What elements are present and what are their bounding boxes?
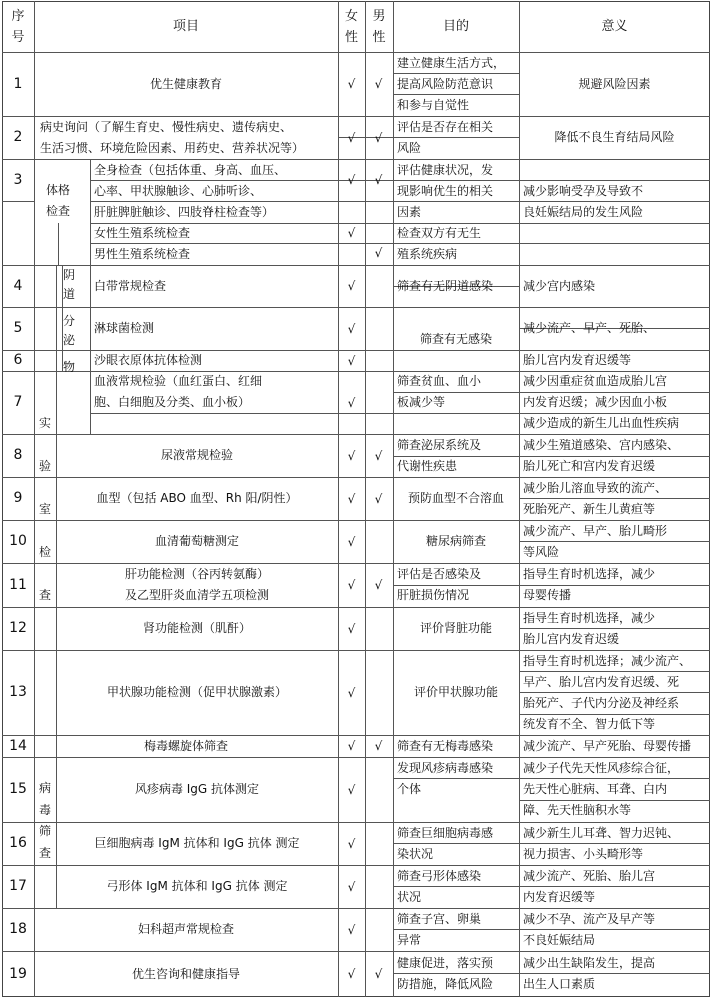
male-check: √: [374, 130, 383, 145]
row-number: 19: [9, 965, 27, 982]
item-text: 血清葡萄糖测定: [154, 534, 239, 548]
purpose-text: 殖系统疾病: [397, 247, 458, 261]
item-text: 及乙型肝炎血清学五项检测: [124, 588, 269, 602]
header-item: 项目: [172, 19, 199, 34]
purpose-text: 代谢性疾患: [397, 458, 458, 473]
meaning-text: 死胎死产、新生儿黄疸等: [523, 501, 656, 516]
purpose-text: 筛查泌尿系统及: [397, 437, 482, 452]
purpose-text: 防措施，降低风险: [397, 977, 494, 991]
row-number: 15: [9, 781, 27, 797]
female-check: √: [347, 491, 356, 506]
header-purpose: 目的: [442, 19, 469, 34]
female-check: √: [347, 836, 356, 851]
purpose-text: 建立健康生活方式，: [397, 55, 506, 70]
group-lab-char: 实: [38, 416, 51, 430]
meaning-text: 减少生殖道感染、宫内感染、: [523, 437, 680, 452]
row-number: 4: [13, 277, 23, 294]
meaning-text: 减少影响受孕及导致不: [523, 183, 644, 198]
header-female: 女 性: [344, 8, 358, 45]
meaning-text: 障、先天性脑积水等: [523, 803, 632, 817]
purpose-text: 糖尿病筛查: [425, 534, 486, 548]
group-vaginal-char: 物: [62, 360, 75, 374]
male-check: √: [374, 967, 383, 981]
meaning-text: 等风险: [523, 544, 560, 559]
purpose-text: 染状况: [397, 846, 434, 861]
item-text: 优生健康教育: [149, 76, 222, 91]
group-vaginal-char: 泌: [62, 333, 75, 347]
purpose-text: 发现风疹病毒感染: [397, 760, 494, 775]
female-check: √: [347, 226, 356, 240]
item-text: 生活习惯、环境危险因素、用药史、营养状况等）: [40, 140, 305, 155]
male-check: √: [374, 173, 383, 187]
meaning-text: 减少因重症贫血造成胎儿宫: [523, 374, 668, 388]
purpose-text: 筛查有无感染: [419, 331, 492, 346]
purpose-text: 状况: [397, 889, 422, 904]
row-number: 13: [9, 684, 27, 700]
grid-line: [56, 265, 57, 371]
female-check: √: [347, 321, 356, 336]
item-text: 沙眼衣原体抗体检测: [94, 353, 203, 367]
grid-line: [2, 52, 710, 53]
grid-line: [365, 1, 366, 997]
purpose-text: 筛查子宫、卵巢: [397, 911, 482, 926]
grid-line: [58, 223, 59, 265]
item-text: 妇科超声常规检查: [137, 922, 234, 936]
purpose-text: 风险: [397, 140, 422, 155]
male-check: √: [374, 578, 383, 592]
female-check: √: [347, 173, 356, 187]
male-check: √: [374, 448, 383, 463]
grid-line: [2, 265, 710, 266]
purpose-text: 异常: [397, 932, 422, 947]
purpose-text: 健康促进，落实预: [397, 956, 494, 970]
meaning-text: 减少流产、早产死胎、母婴传播: [523, 738, 692, 753]
meaning-text: 减少流产、早产、胎儿畸形: [523, 523, 668, 538]
male-check: √: [374, 491, 383, 506]
item-text: 胞、白细胞及分类、血小板）: [94, 395, 251, 409]
male-check: √: [374, 739, 383, 753]
purpose-text: 检查双方有无生: [397, 226, 482, 240]
meaning-text: 出生人口素质: [523, 977, 596, 991]
purpose-text: 筛查弓形体感染: [397, 868, 482, 883]
female-check: √: [347, 448, 356, 463]
meaning-text: 内发育迟缓等: [523, 889, 596, 904]
grid-line: [2, 201, 34, 202]
header-meaning: 意义: [601, 19, 628, 34]
meaning-text: 视力损害、小头畸形等: [523, 846, 644, 861]
row-number: 3: [13, 171, 23, 188]
row-number: 16: [9, 835, 27, 851]
row-number: 6: [13, 352, 23, 368]
female-check: √: [347, 621, 356, 636]
group-lab-char: 查: [38, 588, 51, 602]
meaning-text: 减少子代先天性风疹综合征，: [523, 761, 680, 775]
purpose-text: 筛查有无阴道感染: [397, 278, 494, 293]
purpose-text: 评价甲状腺功能: [413, 685, 498, 699]
group-lab-char: 检: [38, 545, 51, 559]
meaning-text: 减少流产、死胎、胎儿宫: [523, 868, 656, 883]
meaning-text: 胎儿宫内发育迟缓等: [523, 353, 632, 367]
row-number: 14: [9, 737, 27, 754]
header-male: 男 性: [372, 8, 386, 45]
row-number: 9: [13, 490, 23, 506]
group-virus-char: 病: [38, 781, 51, 795]
meaning-text: 减少胎儿溶血导致的流产、: [523, 480, 668, 495]
purpose-text: 提高风险防范意识: [397, 76, 494, 91]
grid-line: [2, 307, 710, 308]
purpose-text: 和参与自觉性: [397, 97, 470, 112]
group-lab-char: 室: [38, 502, 51, 516]
item-text: 男性生殖系统检查: [94, 247, 191, 261]
meaning-text: 胎儿宫内发育迟缓: [523, 631, 620, 646]
female-check: √: [347, 578, 356, 592]
meaning-text: 减少流产、早产、死胎、: [523, 321, 656, 335]
meaning-text: 内发育迟缓；减少因血小板: [523, 395, 668, 409]
female-check: √: [347, 922, 356, 937]
female-check: √: [347, 395, 356, 410]
item-text: 心率、甲状腺触诊、心肺听诊、: [94, 183, 263, 198]
row-number: 8: [13, 447, 23, 463]
group-physical: 体格: [46, 183, 71, 197]
item-text: 巨细胞病毒 IgM 抗体和 IgG 抗体 测定: [94, 836, 300, 850]
group-virus-char: 筛: [38, 824, 51, 838]
purpose-text: 现影响优生的相关: [397, 183, 494, 198]
meaning-text: 胎死产、子代内分泌及神经系: [523, 695, 680, 710]
group-vaginal-char: 分: [62, 314, 75, 328]
group-vaginal-char: 道: [62, 287, 75, 301]
item-text: 肝脏脾脏触诊、四肢脊柱检查等）: [94, 204, 275, 219]
male-check: √: [374, 246, 383, 260]
row-number: 17: [9, 878, 27, 894]
item-text: 尿液常规检验: [160, 448, 233, 462]
group-vaginal-char: 阴: [62, 268, 75, 282]
purpose-text: 评价肾脏功能: [419, 621, 492, 635]
item-text: 白带常规检查: [94, 278, 167, 293]
row-number: 7: [13, 394, 23, 410]
row-number: 11: [9, 576, 27, 593]
meaning-text: 减少造成的新生儿出血性疾病: [523, 416, 680, 430]
meaning-text: 指导生育时机选择；减少流产、: [523, 653, 692, 668]
female-check: √: [347, 77, 356, 91]
row-number: 12: [9, 620, 27, 636]
item-text: 病史询问（了解生育史、慢性病史、遗传病史、: [40, 119, 293, 134]
male-check: √: [374, 77, 383, 91]
item-text: 全身检查（包括体重、身高、血压、: [94, 162, 287, 177]
meaning-text: 先天性心脏病、耳聋、白内: [523, 782, 668, 796]
item-text: 血液常规检验（血红蛋白、红细: [94, 374, 263, 388]
row-number: 1: [13, 75, 23, 92]
female-check: √: [347, 279, 356, 293]
meaning-text: 降低不良生育结局风险: [554, 130, 675, 144]
purpose-text: 筛查有无梅毒感染: [397, 738, 494, 753]
row-number: 10: [9, 533, 27, 549]
row-number: 2: [13, 129, 23, 145]
purpose-text: 评估是否感染及: [397, 567, 482, 581]
purpose-text: 筛查巨细胞病毒感: [397, 825, 494, 840]
female-check: √: [347, 739, 356, 753]
group-virus-char: 毒: [38, 802, 51, 817]
meaning-text: 减少不孕、流产及早产等: [523, 911, 656, 926]
purpose-text: 因素: [397, 204, 422, 219]
purpose-text: 板减少等: [397, 395, 446, 409]
item-text: 肾功能检测（肌酐）: [142, 621, 251, 635]
female-check: √: [347, 879, 356, 894]
item-text: 淋球菌检测: [94, 321, 155, 335]
female-check: √: [347, 534, 356, 549]
meaning-text: 胎儿死亡和宫内发育迟缓: [523, 458, 656, 473]
female-check: √: [347, 353, 356, 368]
group-virus-char: 查: [38, 845, 51, 860]
purpose-text: 筛查贫血、血小: [397, 374, 482, 388]
header-no: 序 号: [11, 8, 25, 45]
item-text: 优生咨询和健康指导: [131, 966, 240, 981]
purpose-text: 肝脏损伤情况: [397, 588, 470, 602]
meaning-text: 早产、胎儿宫内发育迟缓、死: [523, 674, 680, 689]
meaning-text: 母婴传播: [523, 588, 572, 602]
female-check: √: [347, 130, 356, 145]
item-text: 甲状腺功能检测（促甲状腺激素）: [106, 685, 287, 699]
item-text: 风疹病毒 IgG 抗体测定: [134, 782, 260, 796]
row-number: 5: [13, 320, 23, 336]
purpose-text: 评估是否存在相关: [397, 119, 494, 134]
meaning-text: 统发育不全、智力低下等: [523, 716, 656, 731]
female-check: √: [347, 685, 356, 700]
female-check: √: [347, 967, 356, 981]
meaning-text: 不良妊娠结局: [523, 932, 596, 947]
item-text: 弓形体 IgM 抗体和 IgG 抗体 测定: [106, 879, 288, 893]
group-exam: 检查: [46, 204, 71, 218]
meaning-text: 指导生育时机选择，减少: [523, 610, 656, 625]
meaning-text: 良妊娠结局的发生风险: [523, 204, 644, 219]
grid-line: [2, 951, 710, 952]
item-text: 肝功能检测（谷丙转氨酶）: [124, 567, 269, 581]
meaning-text: 减少宫内感染: [523, 278, 596, 293]
meaning-text: 减少出生缺陷发生，提高: [523, 956, 656, 970]
purpose-text: 个体: [397, 781, 422, 796]
item-text: 女性生殖系统检查: [94, 226, 191, 240]
meaning-text: 减少新生儿耳聋、智力迟钝、: [523, 825, 680, 840]
meaning-text: 规避风险因素: [578, 76, 651, 91]
group-lab-char: 验: [38, 459, 51, 473]
item-text: 梅毒螺旋体筛查: [143, 738, 228, 753]
female-check: √: [347, 782, 356, 797]
purpose-text: 评估健康状况，发: [397, 162, 494, 177]
purpose-text: 预防血型不合溶血: [407, 491, 504, 505]
row-number: 18: [9, 921, 27, 937]
item-text: 血型（包括 ABO 血型、Rh 阳/阴性）: [96, 491, 298, 505]
meaning-text: 指导生育时机选择，减少: [523, 567, 656, 581]
